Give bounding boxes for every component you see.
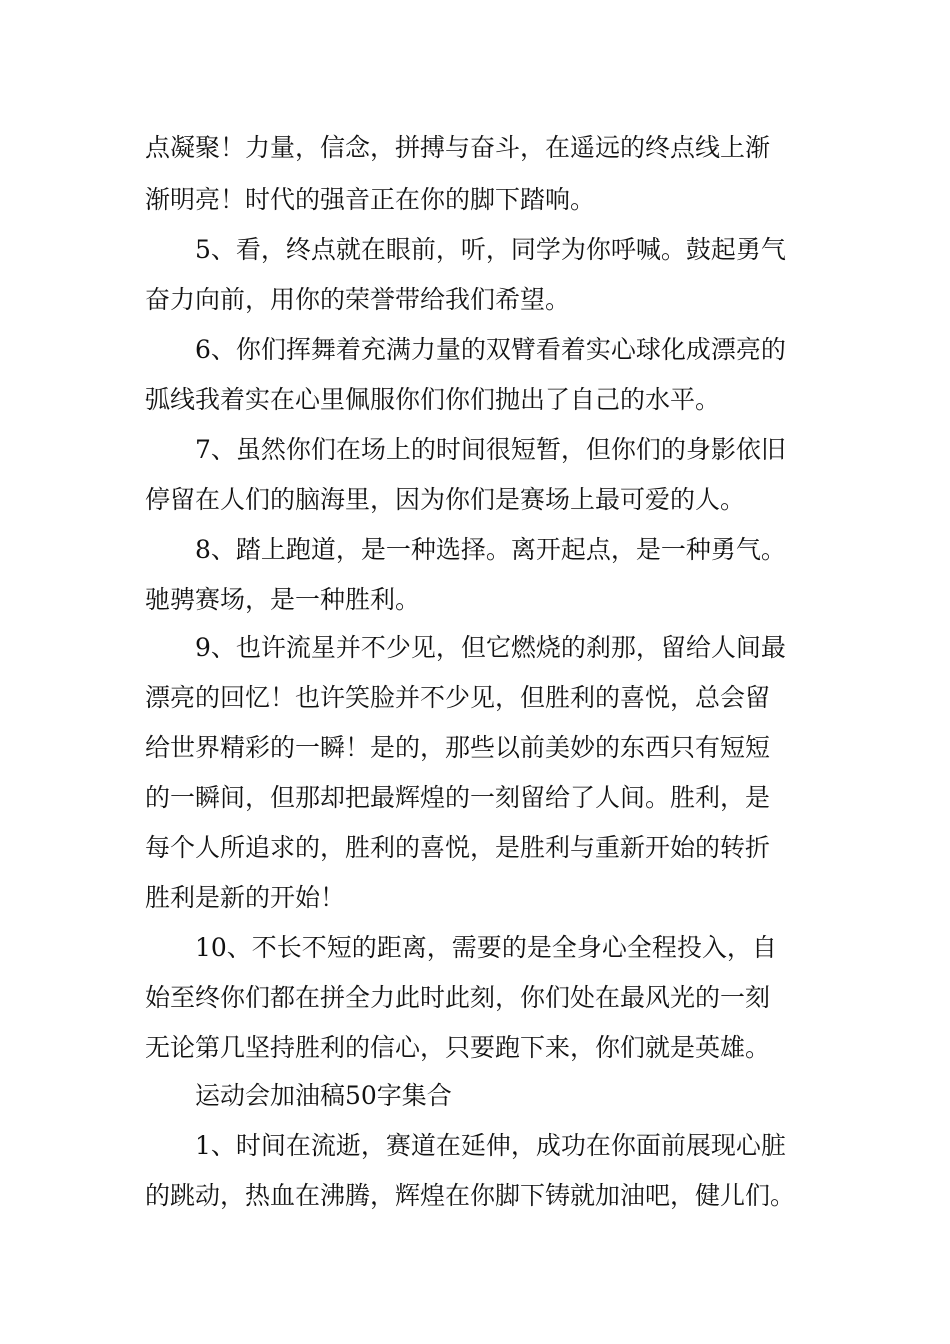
text-line: 渐明亮！时代的强音正在你的脚下踏响。 bbox=[145, 185, 596, 214]
text-line: 每个人所追求的，胜利的喜悦，是胜利与重新开始的转折 bbox=[145, 833, 771, 862]
list-item-5-line: 5、看，终点就在眼前，听，同学为你呼喊。鼓起勇气 bbox=[195, 235, 786, 264]
text-line: 的一瞬间，但那却把最辉煌的一刻留给了人间。胜利，是 bbox=[145, 783, 771, 812]
list-item-9-line: 9、也许流星并不少见，但它燃烧的刹那，留给人间最 bbox=[195, 633, 786, 662]
text-line: 无论第几坚持胜利的信心，只要跑下来，你们就是英雄。 bbox=[145, 1033, 771, 1062]
list-item-8-line: 8、踏上跑道，是一种选择。离开起点，是一种勇气。 bbox=[195, 535, 786, 564]
section-heading: 运动会加油稿50字集合 bbox=[195, 1081, 452, 1110]
list-item-10-line: 10、不长不短的距离，需要的是全身心全程投入，自 bbox=[195, 933, 777, 962]
list-item-6-line: 6、你们挥舞着充满力量的双臂看着实心球化成漂亮的 bbox=[195, 335, 786, 364]
text-line: 漂亮的回忆！也许笑脸并不少见，但胜利的喜悦，总会留 bbox=[145, 683, 771, 712]
text-line: 停留在人们的脑海里，因为你们是赛场上最可爱的人。 bbox=[145, 485, 746, 514]
list-item-7-line: 7、虽然你们在场上的时间很短暂，但你们的身影依旧 bbox=[195, 435, 786, 464]
text-line: 点凝聚！力量，信念，拼搏与奋斗，在遥远的终点线上渐 bbox=[145, 133, 771, 162]
text-line: 始至终你们都在拼全力此时此刻，你们处在最风光的一刻 bbox=[145, 983, 771, 1012]
text-line: 弧线我着实在心里佩服你们你们抛出了自己的水平。 bbox=[145, 385, 721, 414]
text-line: 的跳动，热血在沸腾，辉煌在你脚下铸就加油吧，健儿们。 bbox=[145, 1181, 796, 1210]
text-line: 奋力向前，用你的荣誉带给我们希望。 bbox=[145, 285, 571, 314]
text-line: 给世界精彩的一瞬！是的，那些以前美妙的东西只有短短 bbox=[145, 733, 771, 762]
list-item-1-line: 1、时间在流逝，赛道在延伸，成功在你面前展现心脏 bbox=[195, 1131, 786, 1160]
text-line: 驰骋赛场，是一种胜利。 bbox=[145, 585, 421, 614]
text-line: 胜利是新的开始！ bbox=[145, 883, 346, 912]
